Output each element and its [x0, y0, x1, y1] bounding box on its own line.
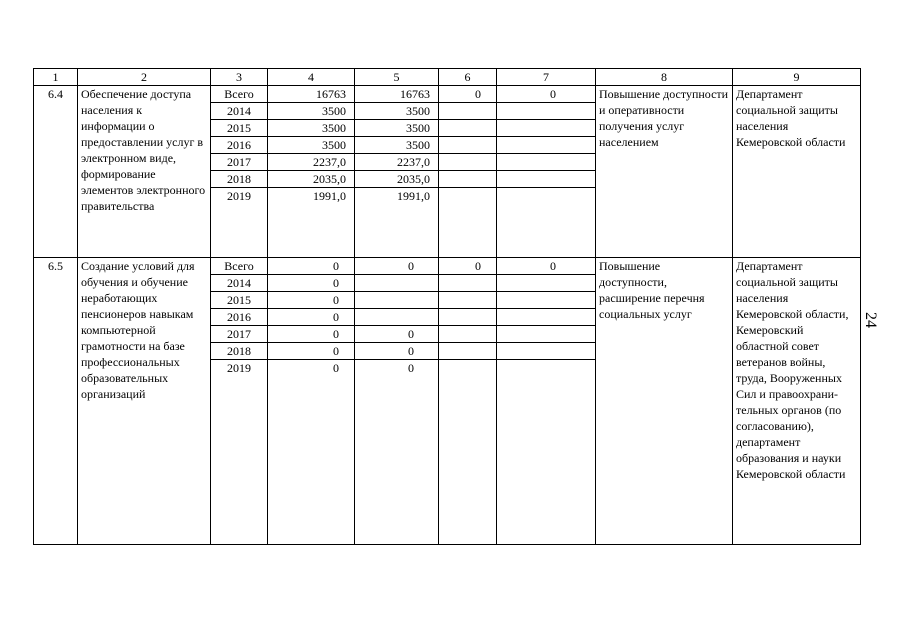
year-label: 2016: [211, 309, 268, 326]
value-col4: 2237,0: [268, 154, 355, 171]
header-cell: 8: [596, 69, 733, 86]
value-col7: [497, 154, 596, 171]
value-col6: [439, 188, 497, 258]
value-col7: 0: [497, 258, 596, 275]
value-col7: [497, 103, 596, 120]
year-label: 2015: [211, 292, 268, 309]
value-col5: 0: [355, 343, 439, 360]
table-row: [34, 258, 861, 275]
page-number: 24: [862, 312, 879, 328]
value-col5: 3500: [355, 120, 439, 137]
value-col4: 16763: [268, 86, 355, 103]
value-col5: [355, 309, 439, 326]
value-col4: 0: [268, 309, 355, 326]
header-cell: 5: [355, 69, 439, 86]
value-col5: 0: [355, 360, 439, 545]
executor: Департамент социальной защиты населения Кемеровской области, Кемеровский областной совет ветеранов войны, труда, Вооруженных Сил и правоохрани-тельных органов (по согласованию), департамент образования и науки Кемеровской области: [733, 258, 861, 545]
value-col5: 2237,0: [355, 154, 439, 171]
value-col4: 0: [268, 258, 355, 275]
value-col7: [497, 275, 596, 292]
value-col6: [439, 154, 497, 171]
value-col7: 0: [497, 86, 596, 103]
value-col4: 0: [268, 343, 355, 360]
table-row: [34, 86, 861, 103]
value-col4: 0: [268, 326, 355, 343]
header-row: [34, 69, 861, 86]
value-col5: 2035,0: [355, 171, 439, 188]
value-col7: [497, 292, 596, 309]
value-col5: [355, 275, 439, 292]
year-label: 2014: [211, 275, 268, 292]
value-col4: 0: [268, 360, 355, 545]
program-table: [33, 68, 861, 545]
value-col5: 1991,0: [355, 188, 439, 258]
item-name: Создание условий для обучения и обучение неработающих пенсионеров навыкам компьютерной грамотности на базе профессиональных образовательных организаций: [78, 258, 211, 545]
value-col6: [439, 103, 497, 120]
value-col7: [497, 343, 596, 360]
year-label: 2015: [211, 120, 268, 137]
year-label: 2018: [211, 343, 268, 360]
header-cell: 6: [439, 69, 497, 86]
value-col4: 2035,0: [268, 171, 355, 188]
value-col6: 0: [439, 258, 497, 275]
expected-result: Повышение доступности и оперативности получения услуг населением: [596, 86, 733, 258]
header-cell: 7: [497, 69, 596, 86]
header-cell: 1: [34, 69, 78, 86]
value-col7: [497, 309, 596, 326]
year-label: 2017: [211, 326, 268, 343]
executor: Департамент социальной защиты населения Кемеровской области: [733, 86, 861, 258]
value-col5: 16763: [355, 86, 439, 103]
value-col7: [497, 326, 596, 343]
value-col4: 3500: [268, 103, 355, 120]
year-label: 2014: [211, 103, 268, 120]
value-col5: 3500: [355, 137, 439, 154]
header-cell: 2: [78, 69, 211, 86]
expected-result: Повышение доступности, расширение перечня социальных услуг: [596, 258, 733, 545]
value-col7: [497, 137, 596, 154]
value-col5: 0: [355, 326, 439, 343]
item-number: 6.4: [34, 86, 78, 258]
year-label: 2016: [211, 137, 268, 154]
year-label: Всего: [211, 86, 268, 103]
value-col4: 3500: [268, 120, 355, 137]
value-col6: [439, 309, 497, 326]
value-col6: [439, 171, 497, 188]
value-col7: [497, 188, 596, 258]
value-col6: [439, 275, 497, 292]
value-col4: 0: [268, 275, 355, 292]
value-col6: [439, 360, 497, 545]
year-label: 2019: [211, 360, 268, 545]
value-col7: [497, 171, 596, 188]
value-col4: 1991,0: [268, 188, 355, 258]
year-label: 2019: [211, 188, 268, 258]
value-col7: [497, 120, 596, 137]
item-number: 6.5: [34, 258, 78, 545]
item-name: Обеспечение доступа населения к информации о предоставлении услуг в электронном виде, формирование элементов электронного правительства: [78, 86, 211, 258]
value-col5: [355, 292, 439, 309]
year-label: 2017: [211, 154, 268, 171]
value-col6: [439, 343, 497, 360]
value-col6: [439, 326, 497, 343]
header-cell: 9: [733, 69, 861, 86]
value-col6: 0: [439, 86, 497, 103]
year-label: 2018: [211, 171, 268, 188]
header-cell: 4: [268, 69, 355, 86]
year-label: Всего: [211, 258, 268, 275]
value-col5: 3500: [355, 103, 439, 120]
value-col6: [439, 137, 497, 154]
value-col6: [439, 120, 497, 137]
header-cell: 3: [211, 69, 268, 86]
value-col4: 0: [268, 292, 355, 309]
value-col7: [497, 360, 596, 545]
value-col4: 3500: [268, 137, 355, 154]
value-col5: 0: [355, 258, 439, 275]
value-col6: [439, 292, 497, 309]
